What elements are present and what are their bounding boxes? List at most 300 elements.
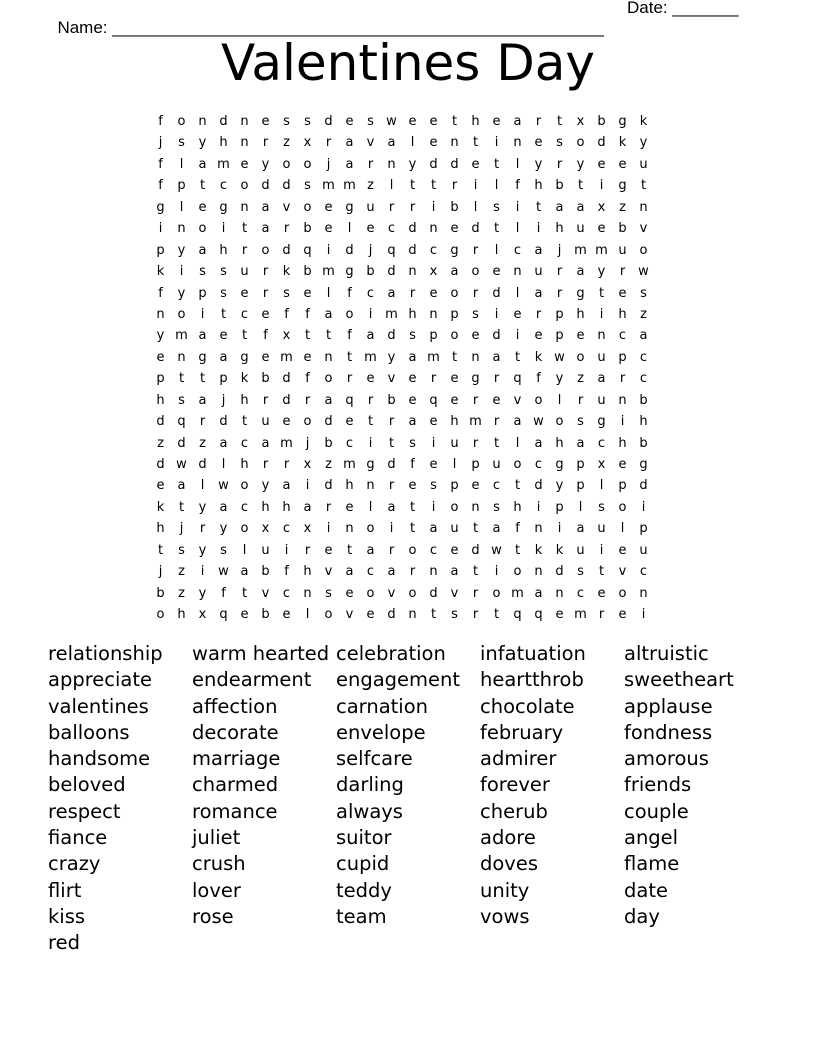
grid-letter: j [305, 435, 310, 451]
grid-letter: i [599, 306, 604, 322]
grid-letter: b [639, 392, 648, 408]
grid-letter: w [638, 264, 649, 280]
grid-letter: h [240, 392, 249, 408]
grid-letter: d [324, 114, 333, 129]
grid-letter: n [429, 306, 438, 322]
grid-letter: t [472, 135, 479, 151]
grid-letter: r [535, 114, 542, 129]
grid-letter: s [283, 114, 290, 129]
grid-letter: n [597, 328, 606, 344]
grid-letter: s [220, 542, 227, 558]
grid-letter: o [555, 414, 564, 430]
grid-letter: w [491, 542, 502, 558]
grid-letter: v [345, 607, 354, 623]
grid-letter: a [324, 306, 333, 322]
grid-letter: t [241, 414, 248, 430]
grid-letter: e [471, 478, 480, 494]
grid-letter: r [472, 607, 479, 623]
grid-letter: w [386, 114, 397, 129]
grid-letter: d [471, 542, 480, 558]
grid-letter: t [325, 328, 332, 344]
grid-letter: e [492, 392, 501, 408]
grid-letter: z [199, 435, 206, 451]
grid-letter: o [408, 542, 417, 558]
grid-letter: b [303, 221, 312, 237]
grid-letter: o [198, 221, 207, 237]
word-list-item: selfcare [336, 747, 413, 771]
word-list-item: chocolate [480, 694, 575, 718]
grid-letter: o [366, 521, 375, 537]
word-list-item: lover [192, 878, 241, 902]
grid-letter: e [240, 285, 249, 301]
grid-letter: i [326, 242, 331, 258]
word-list-item: unity [480, 878, 530, 902]
grid-letter: c [618, 328, 627, 344]
grid-letter: t [430, 178, 437, 194]
grid-letter: b [261, 607, 270, 623]
grid-letter: o [492, 585, 501, 601]
grid-letter: f [284, 306, 289, 322]
grid-letter: y [177, 242, 186, 258]
grid-letter: a [576, 264, 585, 280]
grid-letter: t [157, 542, 164, 558]
grid-letter: o [576, 135, 585, 151]
grid-letter: m [280, 435, 293, 451]
grid-letter: h [618, 435, 627, 451]
grid-letter: e [366, 371, 375, 387]
grid-letter: s [220, 285, 227, 301]
grid-letter: f [536, 371, 541, 387]
grid-letter: a [555, 199, 564, 215]
word-list-item: endearment [192, 668, 312, 692]
grid-letter: l [515, 156, 520, 172]
grid-letter: x [303, 521, 312, 537]
word-list-item: affection [192, 694, 278, 718]
grid-letter: i [431, 499, 436, 515]
grid-letter: h [471, 114, 480, 129]
grid-letter: t [493, 221, 500, 237]
grid-letter: t [535, 199, 542, 215]
grid-letter: e [324, 199, 333, 215]
grid-letter: n [324, 349, 333, 365]
grid-letter: m [469, 414, 482, 430]
grid-letter: m [217, 156, 230, 172]
grid-letter: l [515, 221, 520, 237]
grid-letter: n [471, 349, 480, 365]
grid-letter: c [513, 242, 522, 258]
word-list-item: valentines [48, 694, 149, 718]
grid-letter: f [515, 521, 520, 537]
grid-letter: r [556, 156, 563, 172]
grid-letter: g [240, 349, 249, 365]
grid-letter: a [408, 349, 417, 365]
grid-letter: r [304, 542, 311, 558]
grid-letter: n [429, 221, 438, 237]
grid-letter: h [219, 135, 228, 151]
word-list-item: heartthrob [480, 668, 584, 692]
word-list-item: red [48, 931, 80, 955]
grid-letter: h [156, 392, 165, 408]
grid-letter: x [303, 457, 312, 472]
word-list-item [480, 930, 624, 956]
grid-letter: r [493, 414, 500, 430]
grid-letter: s [283, 285, 290, 301]
grid-letter: d [450, 156, 459, 172]
grid-letter: i [389, 521, 394, 537]
grid-letter: y [261, 478, 270, 494]
grid-letter: h [450, 414, 459, 430]
grid-letter: o [240, 521, 249, 537]
grid-letter: i [557, 521, 562, 537]
grid-letter: t [346, 349, 353, 365]
grid-letter: y [198, 585, 207, 601]
grid-letter: b [597, 114, 606, 129]
grid-letter: u [261, 542, 270, 558]
grid-letter: g [597, 414, 606, 430]
grid-letter: o [156, 607, 165, 623]
grid-letter: l [557, 392, 562, 408]
grid-letter: b [450, 199, 459, 215]
grid-letter: j [557, 242, 562, 258]
grid-letter: o [177, 306, 186, 322]
grid-letter: q [513, 607, 522, 623]
grid-letter: t [367, 414, 374, 430]
grid-letter: y [555, 478, 564, 494]
grid-letter: r [409, 285, 416, 301]
grid-letter: e [513, 306, 522, 322]
grid-letter: o [618, 585, 627, 601]
grid-letter: n [387, 156, 396, 172]
grid-letter: u [639, 542, 648, 558]
grid-letter: u [597, 349, 606, 365]
grid-letter: a [492, 521, 501, 537]
grid-letter: c [240, 499, 249, 515]
grid-letter: b [303, 264, 312, 280]
grid-letter: e [345, 585, 354, 601]
grid-letter: q [177, 414, 186, 430]
word-list-item: balloons [48, 720, 130, 744]
grid-letter: e [429, 457, 438, 472]
grid-letter: s [493, 199, 500, 215]
grid-letter: r [262, 135, 269, 151]
grid-letter: a [387, 135, 396, 151]
word-list-item: team [336, 904, 387, 928]
grid-letter: m [574, 242, 587, 258]
word-list-item: decorate [192, 720, 279, 744]
grid-letter: t [472, 564, 479, 580]
grid-letter: z [325, 457, 332, 472]
word-list-item: vows [480, 904, 530, 928]
grid-letter: j [158, 135, 163, 151]
grid-letter: i [494, 564, 499, 580]
word-list-item: warm hearted [192, 642, 330, 665]
grid-letter: u [597, 392, 606, 408]
grid-letter: x [282, 328, 291, 344]
grid-letter: l [200, 478, 205, 494]
grid-letter: i [536, 499, 541, 515]
grid-letter: r [262, 264, 269, 280]
grid-letter: g [618, 178, 627, 194]
grid-letter: x [597, 199, 606, 215]
grid-letter: s [430, 478, 437, 494]
word-list-item: darling [336, 773, 404, 797]
grid-letter: q [429, 392, 438, 408]
grid-letter: v [387, 585, 396, 601]
grid-letter: n [177, 349, 186, 365]
grid-letter: z [283, 135, 290, 151]
grid-letter: k [156, 264, 165, 280]
grid-letter: c [240, 306, 249, 322]
grid-letter: v [324, 564, 333, 580]
grid-letter: y [387, 349, 396, 365]
grid-letter: d [429, 585, 438, 601]
grid-letter: r [619, 371, 626, 387]
grid-letter: e [471, 328, 480, 344]
grid-letter: q [219, 607, 228, 623]
grid-letter: d [387, 264, 396, 280]
grid-letter: k [282, 264, 291, 280]
grid-letter: z [157, 435, 164, 451]
grid-letter: v [366, 135, 375, 151]
grid-letter: f [347, 285, 352, 301]
grid-letter: l [179, 199, 184, 215]
grid-letter: t [199, 371, 206, 387]
grid-letter: j [179, 521, 184, 537]
grid-letter: s [451, 607, 458, 623]
grid-letter: t [493, 156, 500, 172]
grid-letter: a [282, 478, 291, 494]
grid-letter: l [515, 435, 520, 451]
grid-letter: e [618, 607, 627, 623]
word-list-item: always [336, 799, 403, 823]
grid-letter: i [536, 221, 541, 237]
grid-letter: e [198, 199, 207, 215]
grid-letter: t [451, 114, 458, 129]
grid-letter: q [303, 242, 312, 258]
grid-letter: r [409, 199, 416, 215]
grid-letter: o [303, 156, 312, 172]
grid-letter: p [639, 521, 648, 537]
grid-letter: g [198, 349, 207, 365]
grid-letter: r [577, 392, 584, 408]
grid-letter: i [515, 199, 520, 215]
grid-letter: p [555, 306, 564, 322]
grid-letter: t [346, 542, 353, 558]
grid-letter: d [639, 478, 648, 494]
grid-letter: t [640, 178, 647, 194]
grid-letter: a [387, 285, 396, 301]
grid-letter: o [471, 264, 480, 280]
grid-letter: p [450, 478, 459, 494]
grid-letter: i [284, 542, 289, 558]
grid-letter: g [450, 242, 459, 258]
grid-letter: d [408, 221, 417, 237]
grid-letter: r [493, 371, 500, 387]
grid-letter: p [429, 328, 438, 344]
grid-letter: r [346, 371, 353, 387]
grid-letter: m [364, 349, 377, 365]
grid-letter: t [598, 285, 605, 301]
grid-letter: u [597, 521, 606, 537]
grid-letter: x [303, 135, 312, 151]
grid-letter: h [156, 521, 165, 537]
grid-letter: f [347, 328, 352, 344]
grid-letter: o [303, 414, 312, 430]
grid-letter: d [471, 221, 480, 237]
grid-letter: s [304, 178, 311, 194]
grid-letter: h [534, 178, 543, 194]
word-list-item: romance [192, 799, 278, 823]
grid-letter: u [450, 435, 459, 451]
grid-letter: r [325, 499, 332, 515]
grid-letter: h [177, 607, 186, 623]
grid-letter: d [282, 178, 291, 194]
grid-letter: a [261, 435, 270, 451]
grid-letter: d [156, 414, 165, 430]
grid-letter: f [158, 156, 163, 172]
grid-letter: m [595, 242, 608, 258]
grid-letter: h [219, 242, 228, 258]
grid-letter: e [324, 221, 333, 237]
word-list-item: cherub [480, 799, 548, 823]
grid-letter: e [303, 349, 312, 365]
grid-letter: p [219, 371, 228, 387]
grid-letter: r [619, 264, 626, 280]
grid-letter: m [322, 178, 335, 194]
grid-letter: f [515, 178, 520, 194]
word-list-item: angel [624, 826, 679, 850]
grid-letter: a [576, 199, 585, 215]
grid-letter: u [240, 264, 249, 280]
grid-letter: b [639, 435, 648, 451]
grid-letter: a [639, 328, 648, 344]
grid-letter: s [577, 564, 584, 580]
grid-letter: o [513, 564, 522, 580]
grid-letter: o [408, 585, 417, 601]
grid-letter: b [261, 371, 270, 387]
grid-letter: a [387, 499, 396, 515]
grid-letter: d [492, 285, 501, 301]
grid-letter: e [618, 285, 627, 301]
word-list-item: beloved [48, 773, 126, 797]
grid-letter: i [158, 221, 163, 237]
grid-letter: a [261, 221, 270, 237]
grid-letter: p [156, 371, 165, 387]
grid-letter: i [179, 264, 184, 280]
grid-letter: r [262, 392, 269, 408]
grid-letter: a [198, 242, 207, 258]
grid-letter: l [305, 607, 310, 623]
grid-letter: y [639, 135, 648, 151]
grid-letter: x [198, 607, 207, 623]
grid-letter: e [618, 156, 627, 172]
grid-letter: g [471, 371, 480, 387]
word-list-item: friends [624, 773, 692, 797]
grid-letter: g [345, 264, 354, 280]
grid-letter: d [324, 478, 333, 494]
grid-letter: r [472, 285, 479, 301]
grid-letter: i [515, 328, 520, 344]
grid-letter: s [409, 435, 416, 451]
grid-letter: m [427, 349, 440, 365]
grid-letter: g [156, 199, 165, 215]
grid-letter: s [493, 499, 500, 515]
grid-letter: s [640, 285, 647, 301]
grid-letter: t [556, 114, 563, 129]
grid-letter: e [492, 264, 501, 280]
grid-letter: n [639, 585, 648, 601]
grid-letter: b [156, 585, 165, 601]
word-list-item: applause [624, 694, 713, 718]
grid-letter: k [534, 542, 543, 558]
grid-letter: s [199, 264, 206, 280]
grid-letter: n [366, 478, 375, 494]
word-list-item: flame [624, 852, 680, 876]
grid-letter: r [388, 542, 395, 558]
grid-letter: a [303, 499, 312, 515]
grid-letter: d [156, 457, 165, 472]
grid-letter: l [347, 221, 352, 237]
grid-letter: e [324, 542, 333, 558]
grid-letter: a [345, 135, 354, 151]
grid-letter: n [303, 585, 312, 601]
grid-letter: d [387, 457, 396, 472]
grid-letter: u [261, 414, 270, 430]
grid-letter: d [534, 478, 543, 494]
grid-letter: d [387, 328, 396, 344]
word-list-item: fondness [624, 720, 713, 744]
grid-letter: n [240, 199, 249, 215]
word-list-item: date [624, 878, 668, 902]
grid-letter: a [219, 435, 228, 451]
grid-letter: c [597, 435, 606, 451]
grid-letter: r [367, 392, 374, 408]
grid-letter: k [240, 371, 249, 387]
grid-letter: z [178, 564, 185, 580]
word-list-item: teddy [336, 878, 392, 902]
grid-letter: m [574, 607, 587, 623]
grid-letter: h [282, 499, 291, 515]
grid-letter: o [450, 285, 459, 301]
grid-letter: t [409, 499, 416, 515]
grid-letter: r [262, 457, 269, 472]
grid-letter: a [177, 478, 186, 494]
grid-letter: e [492, 114, 501, 129]
grid-letter: e [408, 371, 417, 387]
grid-letter: e [345, 414, 354, 430]
grid-letter: a [450, 264, 459, 280]
grid-letter: e [282, 414, 291, 430]
grid-letter: n [513, 264, 522, 280]
grid-letter: i [368, 306, 373, 322]
grid-letter: p [198, 285, 207, 301]
grid-letter: d [282, 392, 291, 408]
grid-letter: p [555, 499, 564, 515]
grid-letter: o [450, 499, 459, 515]
grid-letter: v [618, 564, 627, 580]
word-list-item: charmed [192, 773, 279, 797]
grid-letter: y [219, 521, 228, 537]
grid-letter: e [534, 135, 543, 151]
grid-letter: n [639, 199, 648, 215]
grid-letter: f [158, 178, 163, 194]
grid-letter: r [472, 242, 479, 258]
word-list-item: february [480, 720, 564, 744]
grid-letter: r [388, 478, 395, 494]
grid-letter: q [345, 392, 354, 408]
grid-letter: z [640, 306, 647, 322]
grid-letter: l [494, 178, 499, 194]
